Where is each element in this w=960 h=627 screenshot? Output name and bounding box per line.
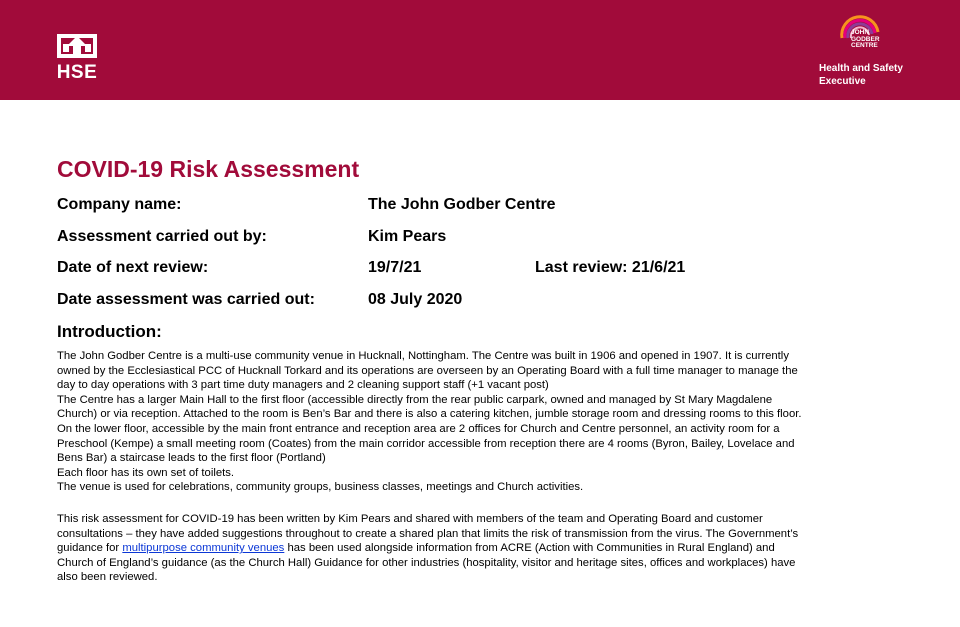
hse-caption bbox=[819, 62, 949, 88]
introduction-heading: Introduction: bbox=[57, 322, 162, 341]
field-value: 08 July 2020 bbox=[368, 291, 463, 308]
text-fragment: has been used alongside information from ACRE (Action with Communities in Rural England) and bbox=[284, 542, 775, 555]
field-label: Assessment carried out by: bbox=[57, 228, 267, 245]
text-line: This risk assessment for COVID-19 has been written by Kim Pears and shared with members of the team and Operating Board and customer bbox=[57, 513, 763, 525]
text-line: On the lower floor, accessible by the main front entrance and reception area are 2 offices for Church and Centre personnel, an activity room for a bbox=[57, 422, 780, 435]
text-line: Church) or via reception. Attached to the room is Ben’s Bar and there is also a catering kitchen, jumble storage room and dressing rooms to this floor. bbox=[57, 408, 802, 421]
document-title: COVID-19 Risk Assessment bbox=[57, 156, 360, 182]
text-line: owned by the Ecclesiastical PCC of Hucknall Torkard and its operations are overseen by an Operating Board with a full time manager to manage the bbox=[57, 364, 798, 377]
partner-logo-line: JOHN bbox=[851, 29, 870, 36]
text-line: The Centre has a larger Main Hall to the first floor (accessible directly from the rear public carpark, owned and managed by St Mary Magdalene bbox=[57, 393, 773, 406]
partner-logo-line: GODBER bbox=[851, 35, 880, 43]
text-line: The venue is used for celebrations, community groups, business classes, meetings and Church activities. bbox=[57, 481, 584, 494]
partner-logo-line: CENTRE bbox=[851, 42, 878, 49]
text-line: Preschool (Kempe) a small meeting room (Coates) from the main corridor accessible from reception there are 4 rooms (Byron, Bailey, Lovelace and bbox=[57, 437, 795, 450]
field-value: The John Godber Centre bbox=[368, 196, 556, 213]
caption-line: Executive bbox=[819, 76, 866, 87]
header-banner bbox=[0, 0, 960, 100]
text-line: Each floor has its own set of toilets. bbox=[57, 466, 235, 479]
hse-emblem-icon bbox=[49, 32, 105, 62]
text-fragment: guidance for bbox=[57, 542, 123, 555]
text-line: Church of England’s guidance (as the Church Hall) Guidance for other industries (hospitality, visitor and heritage sites, offices and workplaces) have bbox=[57, 556, 796, 569]
text-line: consultations – they have added suggestions throughout to create a shared plan that limits the risk of transmission from the virus. The Government’s bbox=[57, 527, 799, 540]
field-label: Date assessment was carried out: bbox=[57, 291, 315, 308]
text-line-with-link bbox=[57, 541, 917, 556]
hse-logo-text: HSE bbox=[56, 62, 98, 83]
text-line: also been reviewed. bbox=[57, 571, 158, 584]
field-value: Kim Pears bbox=[368, 228, 447, 245]
field-label: Company name: bbox=[57, 196, 182, 213]
field-label: Date of next review: bbox=[57, 259, 209, 276]
text-line: day to day operations with 3 part time duty managers and 2 cleaning support staff (+1 vacant post) bbox=[57, 379, 549, 392]
text-line: Bens Bar) a staircase leads to the first floor (Portland) bbox=[57, 452, 326, 465]
field-value: 19/7/21 bbox=[368, 259, 422, 276]
caption-line: Health and Safety bbox=[819, 63, 903, 74]
multipurpose-venues-link[interactable]: multipurpose community venues bbox=[122, 542, 285, 555]
text-line: The John Godber Centre is a multi-use community venue in Hucknall, Nottingham. The Centre was built in 1906 and opened in 1907. It is currently bbox=[57, 350, 789, 362]
partner-logo-text bbox=[851, 30, 891, 50]
hse-logo bbox=[49, 32, 105, 84]
introduction-paragraph bbox=[57, 349, 917, 495]
risk-assessment-paragraph bbox=[57, 512, 917, 585]
last-review: Last review: 21/6/21 bbox=[535, 259, 686, 276]
